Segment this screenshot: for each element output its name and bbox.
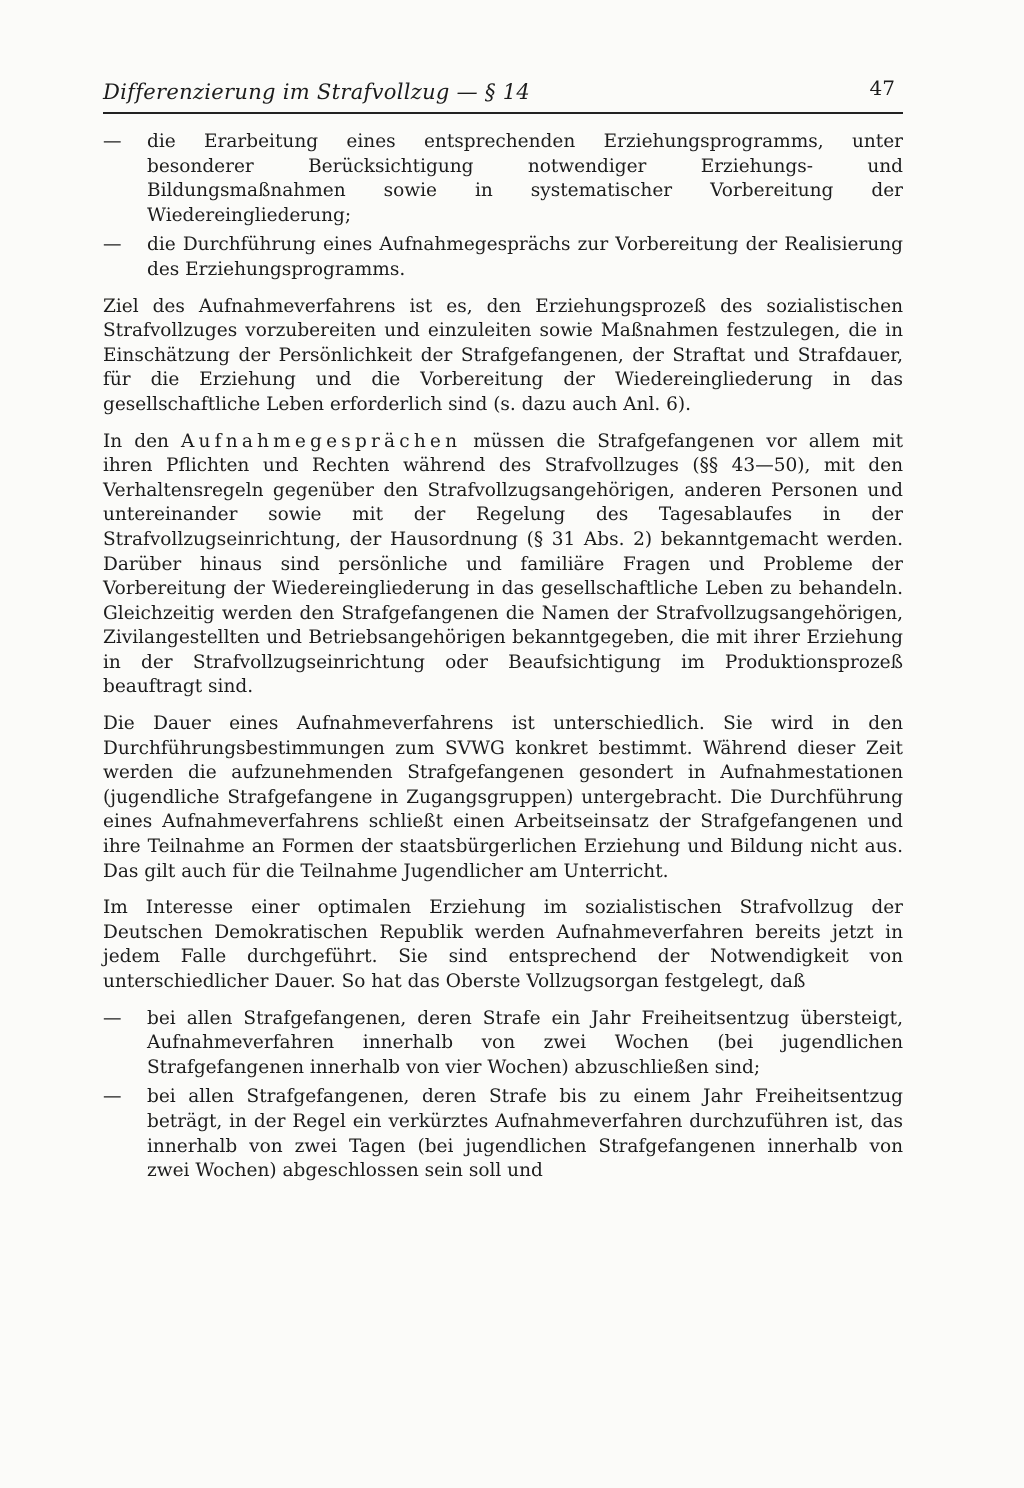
list-item bbox=[103, 1085, 903, 1183]
dash-bullet: — bbox=[103, 234, 122, 256]
emphasized-term: Aufnahmegesprächen bbox=[180, 430, 462, 452]
list-item bbox=[103, 130, 903, 228]
paragraph-interest: Im Interesse einer optimalen Erziehung im sozialistischen Strafvollzug der Deutschen Demokratischen Republik werden Aufnahmeverfahren bereits jetzt in jedem Falle durchgeführt. Sie sind entsprechend der Notwendigkeit von unterschiedlicher Dauer. So hat das Oberste Vollzugsorgan festgelegt, daß bbox=[103, 897, 903, 992]
paragraph-duration: Die Dauer eines Aufnahmeverfahrens ist unterschiedlich. Sie wird in den Durchführungsbestimmungen zum SVWG konkret bestimmt. Während dieser Zeit werden die aufzunehmenden Strafgefangenen gesondert in Aufnahmestationen (jugendliche Strafgefangene in Zugangsgruppen) untergebracht. Die Durchführung eines Aufnahmeverfahrens schließt einen Arbeitseinsatz der Strafgefangenen und ihre Teilnahme an Formen der staatsbürgerlichen Erziehung und Bildung nicht aus. Das gilt auch für die Teilnahme Jugendlicher am Unterricht. bbox=[103, 713, 903, 882]
document-page bbox=[103, 72, 903, 1189]
paragraph-aim: Ziel des Aufnahmeverfahrens ist es, den Erziehungsprozeß des sozialistischen Strafvollzuges vorzubereiten und einzuleiten sowie Maßnahmen festzulegen, die in Einschätzung der Persönlichkeit der Strafgefangenen, der Straftat und Strafdauer, für die Erziehung und die Vorbereitung der Wiedereingliederung in das gesellschaftliche Leben erforderlich sind (s. dazu auch Anl. 6). bbox=[103, 295, 903, 415]
requirements-list bbox=[103, 130, 903, 283]
list-item-text: bei allen Strafgefangenen, deren Strafe bis zu einem Jahr Freiheitsentzug beträgt, in der Regel ein verkürztes Aufnahmeverfahren durchzuführen ist, das innerhalb von zwei Tagen (bei jugendlichen Strafgefangenen innerhalb von zwei Wochen) abgeschlossen sein soll und bbox=[147, 1086, 903, 1182]
dash-bullet: — bbox=[103, 1007, 122, 1029]
list-item bbox=[103, 1007, 903, 1081]
dash-bullet: — bbox=[103, 131, 122, 152]
list-item-text: die Erarbeitung eines entsprechenden Erziehungsprogramms, unter besonderer Berücksichtigung notwendiger Erziehungs- und Bildungsmaßnahmen sowie in systematischer Vorbereitung der Wiedereingliederung; bbox=[147, 131, 903, 226]
dash-bullet: — bbox=[103, 1086, 122, 1108]
rules-list bbox=[103, 1007, 903, 1184]
paragraph-rest: müssen die Strafgefangenen vor allem mit ihren Pflichten und Rechten während des Strafvollzuges (§§ 43—50), mit den Verhaltensregeln gegenüber den Strafvollzugsangehörigen, anderen Personen und untereinander sowie mit der Regelung des Tagesablaufes in der Strafvollzugseinrichtung, der Hausordnung (§ 31 Abs. 2) bekanntgemacht werden. Darüber hinaus sind persönliche und familiäre Fragen und Probleme der Vorbereitung der Wiedereingliederung in das gesellschaftliche Leben zu behandeln. Gleichzeitig werden den Strafgefangenen die Namen der Strafvollzugsangehörigen, Zivilangestellten und Betriebsangehörigen bekanntgegeben, die mit ihrer Erziehung in der Strafvollzugseinrichtung oder Beaufsichtigung im Produktionsprozeß beauftragt sind. bbox=[103, 430, 904, 698]
paragraph-admission-talks bbox=[103, 430, 903, 701]
header-title: Differenzierung im Strafvollzug — § 14 bbox=[103, 80, 531, 104]
document-body bbox=[103, 130, 903, 1184]
list-item-text: die Durchführung eines Aufnahmegesprächs zur Vorbereitung der Realisierung des Erziehungsprogramms. bbox=[147, 234, 903, 280]
list-item bbox=[103, 233, 903, 282]
list-item-text: bei allen Strafgefangenen, deren Strafe ein Jahr Freiheitsentzug übersteigt, Aufnahmeverfahren innerhalb von zwei Wochen (bei jugendlichen Strafgefangenen innerhalb von vier Wochen) abzuschließen sind; bbox=[147, 1007, 903, 1078]
paragraph-lead: In den bbox=[103, 430, 169, 452]
running-header bbox=[103, 72, 903, 114]
page-number: 47 bbox=[869, 76, 895, 100]
